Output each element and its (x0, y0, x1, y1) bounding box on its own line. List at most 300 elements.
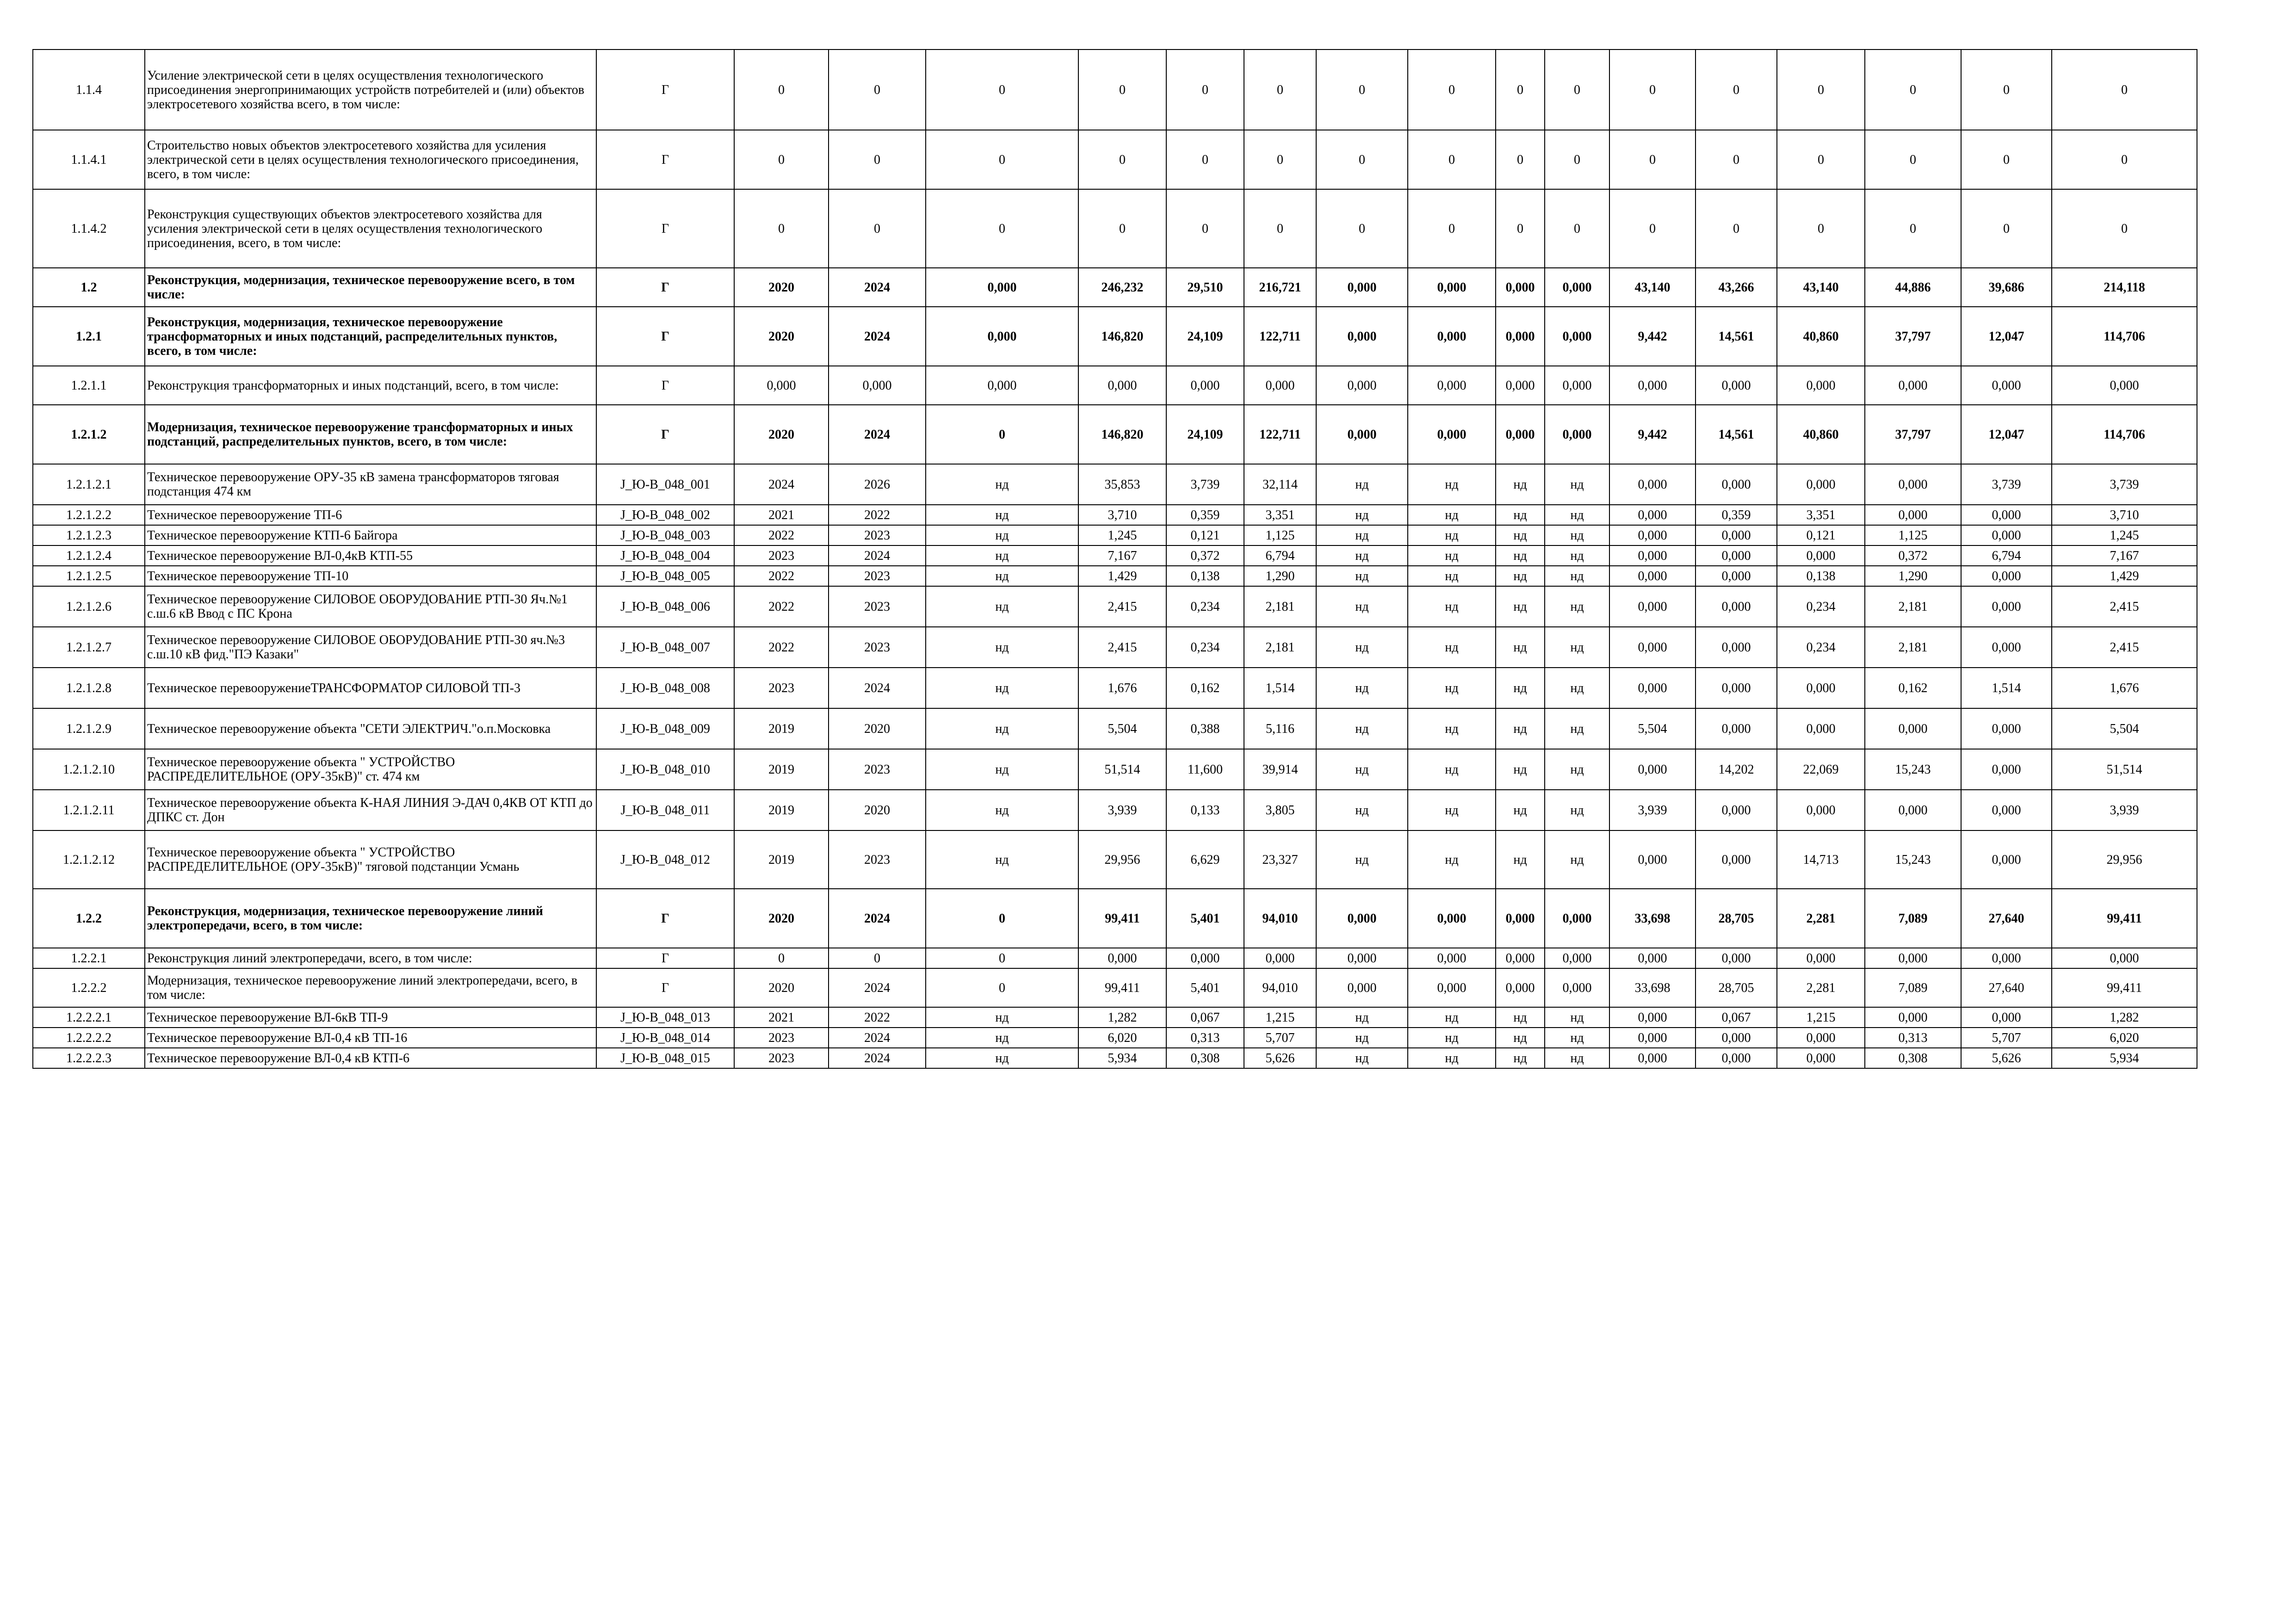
end-year-cell: 2022 (829, 1007, 926, 1028)
end-year-cell: 2023 (829, 566, 926, 586)
value-cell-8: 24,109 (1166, 405, 1244, 464)
start-year-cell: 0,000 (734, 366, 829, 405)
value-cell-11: 0,000 (1408, 405, 1496, 464)
value-cell-9: 5,626 (1244, 1048, 1316, 1068)
table-row (33, 464, 2197, 505)
value-cell-15: 0,000 (1696, 545, 1777, 566)
value-cell-15: 0,000 (1696, 525, 1777, 545)
value-cell-13: нд (1545, 1028, 1609, 1048)
code-cell: 1.2.1.1 (33, 366, 145, 405)
value-cell-15: 0,000 (1696, 366, 1777, 405)
value-cell-8: 0,388 (1166, 708, 1244, 749)
value-cell-17: 0,000 (1865, 708, 1961, 749)
id-cell: Г (596, 50, 734, 130)
value-cell-6: 0,000 (926, 268, 1078, 307)
id-cell: J_Ю-В_048_015 (596, 1048, 734, 1068)
name-cell: Техническое перевооружение ВЛ-0,4кВ КТП-55 (145, 545, 596, 566)
value-cell-7: 0 (1078, 50, 1166, 130)
value-cell-12: нд (1496, 749, 1545, 790)
value-cell-15: 0,000 (1696, 948, 1777, 968)
table-row (33, 405, 2197, 464)
value-cell-8: 3,739 (1166, 464, 1244, 505)
value-cell-16: 0,000 (1777, 545, 1865, 566)
value-cell-13: нд (1545, 525, 1609, 545)
value-cell-13: 0,000 (1545, 948, 1609, 968)
value-cell-9: 2,181 (1244, 627, 1316, 668)
value-cell-15: 0,000 (1696, 1028, 1777, 1048)
value-cell-14: 0 (1609, 130, 1696, 189)
value-cell-17: 0,000 (1865, 948, 1961, 968)
table-row (33, 1048, 2197, 1068)
value-cell-9: 216,721 (1244, 268, 1316, 307)
end-year-cell: 2024 (829, 307, 926, 366)
value-cell-11: нд (1408, 668, 1496, 708)
code-cell: 1.2.1.2.1 (33, 464, 145, 505)
value-cell-16: 0,000 (1777, 1028, 1865, 1048)
value-cell-18: 0 (1961, 130, 2052, 189)
value-cell-14: 5,504 (1609, 708, 1696, 749)
value-cell-8: 0 (1166, 50, 1244, 130)
value-cell-10: нд (1316, 708, 1408, 749)
value-cell-11: нд (1408, 627, 1496, 668)
table-row (33, 889, 2197, 948)
value-cell-11: 0,000 (1408, 889, 1496, 948)
value-cell-12: нд (1496, 1007, 1545, 1028)
value-cell-18: 0,000 (1961, 525, 2052, 545)
name-cell: Реконструкция, модернизация, техническое перевооружение линий электропередачи, всего, в том числе: (145, 889, 596, 948)
value-cell-7: 5,504 (1078, 708, 1166, 749)
value-cell-6: нд (926, 1048, 1078, 1068)
value-cell-17: 37,797 (1865, 307, 1961, 366)
value-cell-16: 14,713 (1777, 830, 1865, 889)
total-cell: 3,739 (2052, 464, 2197, 505)
value-cell-18: 0,000 (1961, 948, 2052, 968)
value-cell-14: 33,698 (1609, 968, 1696, 1007)
total-cell: 5,504 (2052, 708, 2197, 749)
value-cell-8: 6,629 (1166, 830, 1244, 889)
value-cell-7: 0 (1078, 189, 1166, 268)
value-cell-11: нд (1408, 545, 1496, 566)
total-cell: 214,118 (2052, 268, 2197, 307)
value-cell-8: 0,133 (1166, 790, 1244, 830)
value-cell-14: 0,000 (1609, 1048, 1696, 1068)
code-cell: 1.2.1.2 (33, 405, 145, 464)
id-cell: Г (596, 366, 734, 405)
table-row (33, 948, 2197, 968)
code-cell: 1.2.2.2 (33, 968, 145, 1007)
end-year-cell: 2024 (829, 268, 926, 307)
value-cell-17: 7,089 (1865, 889, 1961, 948)
value-cell-13: нд (1545, 627, 1609, 668)
value-cell-18: 0 (1961, 189, 2052, 268)
value-cell-17: 2,181 (1865, 586, 1961, 627)
table-row (33, 668, 2197, 708)
total-cell: 7,167 (2052, 545, 2197, 566)
value-cell-9: 0 (1244, 50, 1316, 130)
value-cell-9: 5,707 (1244, 1028, 1316, 1048)
code-cell: 1.1.4.1 (33, 130, 145, 189)
value-cell-8: 5,401 (1166, 968, 1244, 1007)
value-cell-9: 0 (1244, 130, 1316, 189)
value-cell-12: нд (1496, 790, 1545, 830)
value-cell-6: 0 (926, 189, 1078, 268)
value-cell-6: 0,000 (926, 366, 1078, 405)
end-year-cell: 2023 (829, 830, 926, 889)
value-cell-7: 146,820 (1078, 405, 1166, 464)
value-cell-16: 2,281 (1777, 889, 1865, 948)
value-cell-14: 0,000 (1609, 366, 1696, 405)
value-cell-16: 0,000 (1777, 708, 1865, 749)
value-cell-14: 9,442 (1609, 405, 1696, 464)
table-row (33, 366, 2197, 405)
value-cell-16: 43,140 (1777, 268, 1865, 307)
table-row (33, 1028, 2197, 1048)
value-cell-18: 6,794 (1961, 545, 2052, 566)
code-cell: 1.1.4.2 (33, 189, 145, 268)
code-cell: 1.2.1.2.9 (33, 708, 145, 749)
start-year-cell: 0 (734, 948, 829, 968)
start-year-cell: 2023 (734, 545, 829, 566)
name-cell: Техническое перевооружение СИЛОВОЕ ОБОРУДОВАНИЕ РТП-30 яч.№3 с.ш.10 кВ фид."ПЭ Казаки" (145, 627, 596, 668)
end-year-cell: 2023 (829, 525, 926, 545)
value-cell-18: 1,514 (1961, 668, 2052, 708)
value-cell-10: нд (1316, 505, 1408, 525)
id-cell: J_Ю-В_048_011 (596, 790, 734, 830)
start-year-cell: 0 (734, 130, 829, 189)
value-cell-10: нд (1316, 830, 1408, 889)
start-year-cell: 0 (734, 189, 829, 268)
value-cell-13: нд (1545, 586, 1609, 627)
value-cell-17: 15,243 (1865, 749, 1961, 790)
end-year-cell: 0 (829, 130, 926, 189)
value-cell-9: 94,010 (1244, 889, 1316, 948)
value-cell-9: 0,000 (1244, 366, 1316, 405)
id-cell: Г (596, 307, 734, 366)
table-row (33, 268, 2197, 307)
table-row (33, 749, 2197, 790)
value-cell-11: 0 (1408, 130, 1496, 189)
id-cell: Г (596, 268, 734, 307)
value-cell-6: нд (926, 668, 1078, 708)
value-cell-8: 24,109 (1166, 307, 1244, 366)
value-cell-7: 3,710 (1078, 505, 1166, 525)
value-cell-17: 1,290 (1865, 566, 1961, 586)
value-cell-10: нд (1316, 566, 1408, 586)
value-cell-9: 39,914 (1244, 749, 1316, 790)
value-cell-6: нд (926, 505, 1078, 525)
name-cell: Техническое перевооружение ВЛ-0,4 кВ ТП-16 (145, 1028, 596, 1048)
value-cell-6: 0 (926, 948, 1078, 968)
value-cell-14: 0,000 (1609, 749, 1696, 790)
value-cell-18: 3,739 (1961, 464, 2052, 505)
value-cell-13: 0,000 (1545, 268, 1609, 307)
name-cell: Техническое перевооружение ТП-6 (145, 505, 596, 525)
value-cell-12: нд (1496, 525, 1545, 545)
value-cell-15: 0,067 (1696, 1007, 1777, 1028)
value-cell-11: нд (1408, 464, 1496, 505)
value-cell-17: 0 (1865, 189, 1961, 268)
value-cell-15: 28,705 (1696, 968, 1777, 1007)
name-cell: Модернизация, техническое перевооружение трансформаторных и иных подстанций, распределительных пунктов, всего, в том числе: (145, 405, 596, 464)
value-cell-12: 0,000 (1496, 307, 1545, 366)
code-cell: 1.2.2.2.2 (33, 1028, 145, 1048)
id-cell: Г (596, 405, 734, 464)
value-cell-7: 2,415 (1078, 586, 1166, 627)
value-cell-16: 0,234 (1777, 586, 1865, 627)
value-cell-6: нд (926, 545, 1078, 566)
table-row (33, 586, 2197, 627)
value-cell-10: 0,000 (1316, 889, 1408, 948)
code-cell: 1.2.2.2.1 (33, 1007, 145, 1028)
value-cell-7: 1,676 (1078, 668, 1166, 708)
value-cell-17: 1,125 (1865, 525, 1961, 545)
value-cell-18: 0,000 (1961, 1007, 2052, 1028)
value-cell-17: 0,372 (1865, 545, 1961, 566)
start-year-cell: 2021 (734, 1007, 829, 1028)
value-cell-6: 0 (926, 130, 1078, 189)
value-cell-16: 0,000 (1777, 366, 1865, 405)
start-year-cell: 2019 (734, 749, 829, 790)
name-cell: Строительство новых объектов электросетевого хозяйства для усиления электрической сети в целях осуществления технологического присоединения, всего, в том числе: (145, 130, 596, 189)
value-cell-10: 0,000 (1316, 948, 1408, 968)
value-cell-15: 14,202 (1696, 749, 1777, 790)
total-cell: 1,676 (2052, 668, 2197, 708)
name-cell: Усиление электрической сети в целях осуществления технологического присоединения энергопринимающих устройств потребителей и (или) объектов электросетевого хозяйства всего, в том числе: (145, 50, 596, 130)
end-year-cell: 2024 (829, 668, 926, 708)
value-cell-15: 0,000 (1696, 586, 1777, 627)
value-cell-15: 0,000 (1696, 708, 1777, 749)
name-cell: Техническое перевооружение объекта К-НАЯ ЛИНИЯ Э-ДАЧ 0,4КВ ОТ КТП до ДПКС ст. Дон (145, 790, 596, 830)
total-cell: 114,706 (2052, 307, 2197, 366)
value-cell-12: нд (1496, 1028, 1545, 1048)
value-cell-10: 0,000 (1316, 366, 1408, 405)
total-cell: 51,514 (2052, 749, 2197, 790)
total-cell: 1,282 (2052, 1007, 2197, 1028)
start-year-cell: 2024 (734, 464, 829, 505)
value-cell-10: нд (1316, 525, 1408, 545)
value-cell-17: 0 (1865, 130, 1961, 189)
value-cell-9: 0,000 (1244, 948, 1316, 968)
value-cell-14: 0 (1609, 50, 1696, 130)
value-cell-12: 0 (1496, 130, 1545, 189)
value-cell-18: 5,626 (1961, 1048, 2052, 1068)
table-row (33, 307, 2197, 366)
total-cell: 2,415 (2052, 627, 2197, 668)
value-cell-10: нд (1316, 1048, 1408, 1068)
value-cell-16: 0,234 (1777, 627, 1865, 668)
value-cell-11: 0,000 (1408, 968, 1496, 1007)
total-cell: 3,939 (2052, 790, 2197, 830)
value-cell-11: 0 (1408, 50, 1496, 130)
value-cell-16: 2,281 (1777, 968, 1865, 1007)
id-cell: J_Ю-В_048_006 (596, 586, 734, 627)
value-cell-12: нд (1496, 464, 1545, 505)
value-cell-11: нд (1408, 586, 1496, 627)
total-cell: 6,020 (2052, 1028, 2197, 1048)
value-cell-16: 0,000 (1777, 668, 1865, 708)
value-cell-8: 0,313 (1166, 1028, 1244, 1048)
value-cell-7: 99,411 (1078, 968, 1166, 1007)
value-cell-8: 0,372 (1166, 545, 1244, 566)
value-cell-7: 0 (1078, 130, 1166, 189)
value-cell-18: 5,707 (1961, 1028, 2052, 1048)
value-cell-7: 6,020 (1078, 1028, 1166, 1048)
value-cell-11: 0,000 (1408, 268, 1496, 307)
value-cell-7: 0,000 (1078, 366, 1166, 405)
value-cell-15: 0,000 (1696, 566, 1777, 586)
code-cell: 1.2.2.1 (33, 948, 145, 968)
name-cell: Реконструкция линий электропередачи, всего, в том числе: (145, 948, 596, 968)
value-cell-6: нд (926, 586, 1078, 627)
name-cell: Техническое перевооружение СИЛОВОЕ ОБОРУДОВАНИЕ РТП-30 Яч.№1 с.ш.6 кВ Ввод с ПС Крона (145, 586, 596, 627)
value-cell-13: нд (1545, 1048, 1609, 1068)
value-cell-15: 14,561 (1696, 307, 1777, 366)
code-cell: 1.2.1.2.3 (33, 525, 145, 545)
value-cell-12: 0,000 (1496, 948, 1545, 968)
value-cell-18: 0,000 (1961, 505, 2052, 525)
value-cell-6: нд (926, 1007, 1078, 1028)
total-cell: 0,000 (2052, 948, 2197, 968)
value-cell-6: 0 (926, 968, 1078, 1007)
value-cell-16: 0 (1777, 130, 1865, 189)
investment-program-table (32, 49, 2197, 1069)
value-cell-16: 0,000 (1777, 1048, 1865, 1068)
table-row (33, 50, 2197, 130)
total-cell: 0 (2052, 189, 2197, 268)
value-cell-7: 0,000 (1078, 948, 1166, 968)
value-cell-15: 0 (1696, 189, 1777, 268)
id-cell: Г (596, 968, 734, 1007)
value-cell-13: нд (1545, 566, 1609, 586)
value-cell-6: 0 (926, 50, 1078, 130)
name-cell: Техническое перевооружение объекта "СЕТИ ЭЛЕКТРИЧ."о.п.Московка (145, 708, 596, 749)
code-cell: 1.2.2.2.3 (33, 1048, 145, 1068)
value-cell-12: нд (1496, 586, 1545, 627)
value-cell-14: 0,000 (1609, 566, 1696, 586)
table-row (33, 790, 2197, 830)
start-year-cell: 2022 (734, 586, 829, 627)
value-cell-17: 0,000 (1865, 464, 1961, 505)
id-cell: J_Ю-В_048_012 (596, 830, 734, 889)
value-cell-12: 0,000 (1496, 405, 1545, 464)
value-cell-10: нд (1316, 586, 1408, 627)
id-cell: Г (596, 189, 734, 268)
value-cell-18: 0,000 (1961, 566, 2052, 586)
value-cell-9: 122,711 (1244, 405, 1316, 464)
value-cell-10: нд (1316, 1007, 1408, 1028)
value-cell-9: 1,215 (1244, 1007, 1316, 1028)
id-cell: Г (596, 948, 734, 968)
value-cell-16: 0,000 (1777, 790, 1865, 830)
name-cell: Техническое перевооружение объекта " УСТРОЙСТВО РАСПРЕДЕЛИТЕЛЬНОЕ (ОРУ-35кВ)" ст. 474 км (145, 749, 596, 790)
code-cell: 1.2.1.2.10 (33, 749, 145, 790)
value-cell-8: 0,234 (1166, 627, 1244, 668)
value-cell-18: 12,047 (1961, 307, 2052, 366)
value-cell-13: 0,000 (1545, 307, 1609, 366)
code-cell: 1.2.1.2.2 (33, 505, 145, 525)
value-cell-8: 0 (1166, 189, 1244, 268)
end-year-cell: 2020 (829, 708, 926, 749)
start-year-cell: 2020 (734, 889, 829, 948)
id-cell: J_Ю-В_048_010 (596, 749, 734, 790)
value-cell-10: 0 (1316, 130, 1408, 189)
value-cell-13: 0,000 (1545, 366, 1609, 405)
value-cell-13: 0,000 (1545, 889, 1609, 948)
value-cell-17: 37,797 (1865, 405, 1961, 464)
value-cell-14: 43,140 (1609, 268, 1696, 307)
end-year-cell: 2023 (829, 627, 926, 668)
table-row (33, 505, 2197, 525)
value-cell-18: 27,640 (1961, 968, 2052, 1007)
name-cell: Реконструкция, модернизация, техническое перевооружение трансформаторных и иных подстанций, распределительных пунктов, всего, в том числе: (145, 307, 596, 366)
value-cell-7: 7,167 (1078, 545, 1166, 566)
value-cell-16: 0 (1777, 189, 1865, 268)
value-cell-8: 0,308 (1166, 1048, 1244, 1068)
start-year-cell: 2020 (734, 307, 829, 366)
value-cell-16: 0,138 (1777, 566, 1865, 586)
value-cell-17: 7,089 (1865, 968, 1961, 1007)
end-year-cell: 0,000 (829, 366, 926, 405)
end-year-cell: 2023 (829, 586, 926, 627)
code-cell: 1.2.2 (33, 889, 145, 948)
value-cell-17: 0,000 (1865, 366, 1961, 405)
code-cell: 1.2.1.2.5 (33, 566, 145, 586)
value-cell-8: 0,138 (1166, 566, 1244, 586)
table-row (33, 1007, 2197, 1028)
value-cell-6: нд (926, 627, 1078, 668)
value-cell-11: нд (1408, 708, 1496, 749)
value-cell-12: нд (1496, 708, 1545, 749)
value-cell-15: 0,000 (1696, 1048, 1777, 1068)
value-cell-11: нд (1408, 505, 1496, 525)
table-row (33, 830, 2197, 889)
value-cell-17: 0,313 (1865, 1028, 1961, 1048)
value-cell-13: нд (1545, 1007, 1609, 1028)
value-cell-8: 0,000 (1166, 948, 1244, 968)
end-year-cell: 2026 (829, 464, 926, 505)
id-cell: J_Ю-В_048_002 (596, 505, 734, 525)
value-cell-13: 0 (1545, 50, 1609, 130)
value-cell-14: 0,000 (1609, 830, 1696, 889)
value-cell-10: нд (1316, 1028, 1408, 1048)
value-cell-17: 15,243 (1865, 830, 1961, 889)
value-cell-9: 3,351 (1244, 505, 1316, 525)
value-cell-10: нд (1316, 749, 1408, 790)
name-cell: Техническое перевооружение ТП-10 (145, 566, 596, 586)
value-cell-18: 0,000 (1961, 830, 2052, 889)
end-year-cell: 2024 (829, 405, 926, 464)
value-cell-16: 0 (1777, 50, 1865, 130)
value-cell-8: 5,401 (1166, 889, 1244, 948)
end-year-cell: 2024 (829, 1048, 926, 1068)
value-cell-18: 0,000 (1961, 366, 2052, 405)
end-year-cell: 2023 (829, 749, 926, 790)
value-cell-11: нд (1408, 1007, 1496, 1028)
start-year-cell: 2020 (734, 968, 829, 1007)
value-cell-10: 0,000 (1316, 307, 1408, 366)
value-cell-10: нд (1316, 790, 1408, 830)
name-cell: Техническое перевооружение КТП-6 Байгора (145, 525, 596, 545)
table-row (33, 189, 2197, 268)
value-cell-7: 2,415 (1078, 627, 1166, 668)
total-cell: 0 (2052, 50, 2197, 130)
value-cell-7: 1,282 (1078, 1007, 1166, 1028)
code-cell: 1.2.1.2.8 (33, 668, 145, 708)
value-cell-16: 22,069 (1777, 749, 1865, 790)
end-year-cell: 0 (829, 948, 926, 968)
value-cell-12: 0 (1496, 189, 1545, 268)
value-cell-12: нд (1496, 545, 1545, 566)
